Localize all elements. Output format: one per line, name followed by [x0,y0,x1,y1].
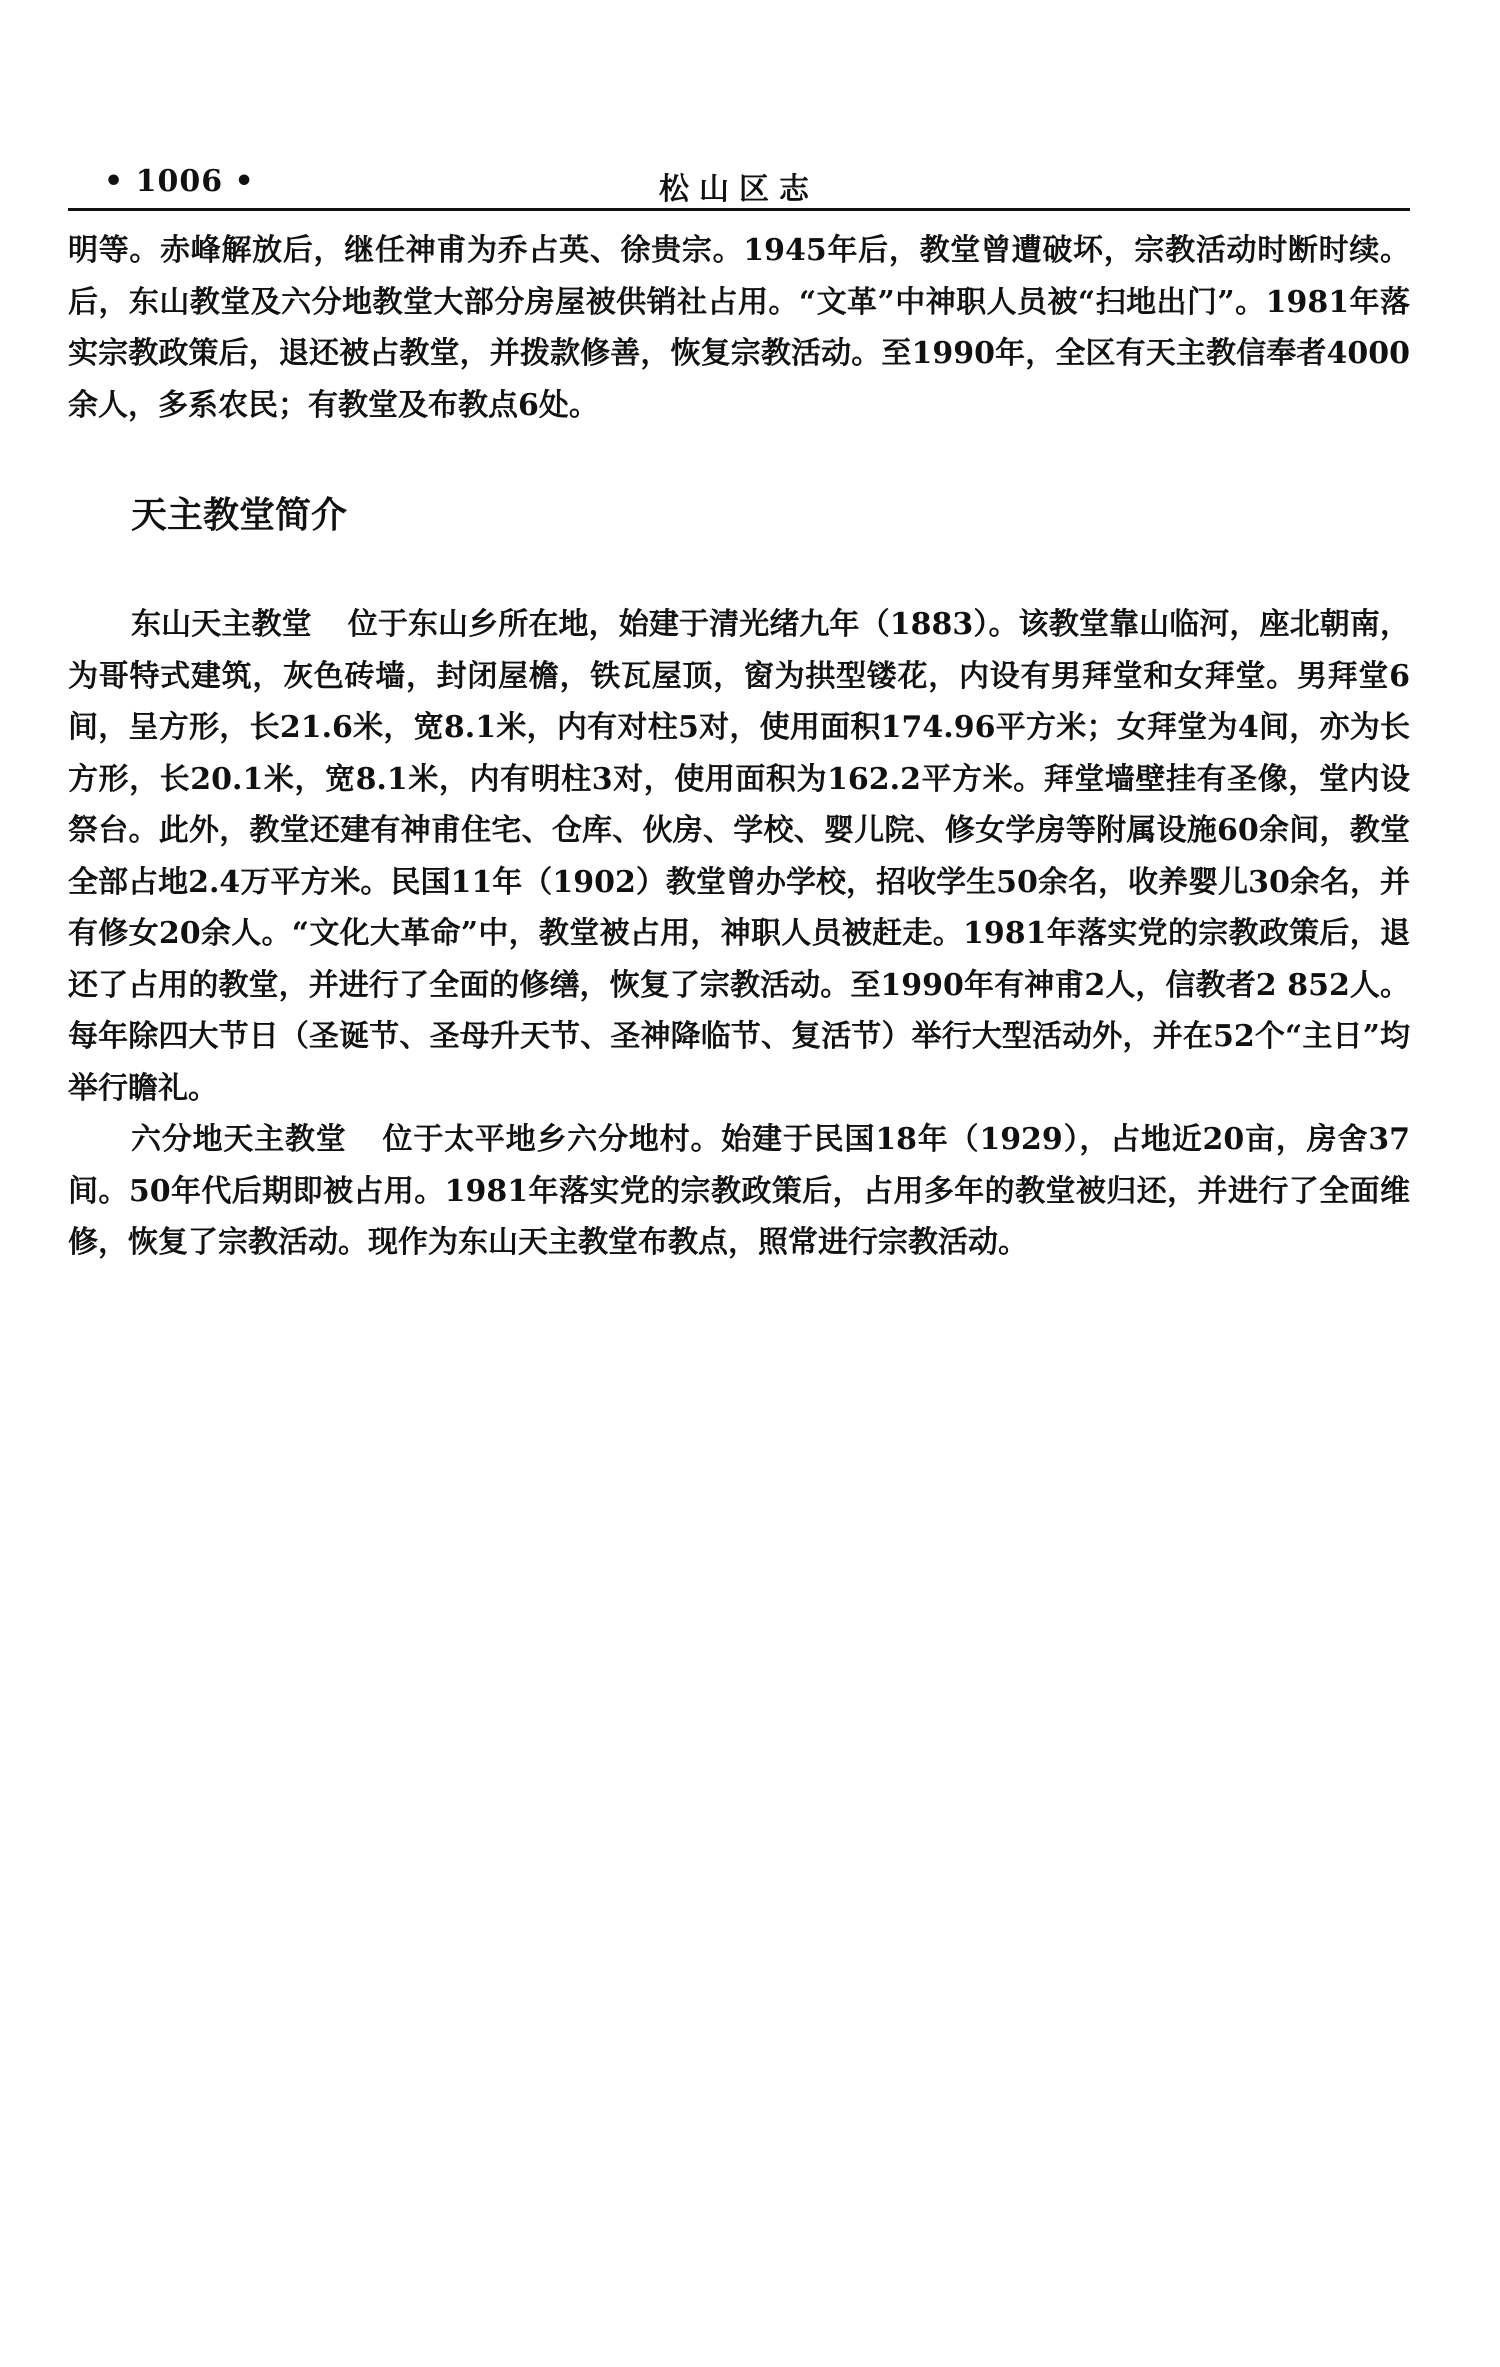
section-heading: 天主教堂简介 [131,494,348,536]
book-title: 松山区志 [659,172,819,207]
body-text [68,225,1410,1269]
entry-paragraph-liufendi [68,1114,1410,1269]
intro-paragraph: 明等。赤峰解放后，继任神甫为乔占英、徐贵宗。1945年后，教堂曾遭破坏，宗教活动时断时续。后，东山教堂及六分地教堂大部分房屋被供销社占用。“文革”中神职人员被“扫地出门”。1981年落实宗教政策后，退还被占教堂，并拨款修善，恢复宗教活动。至1990年，全区有天主教信奉者4000余人，多系农民；有教堂及布教点6处。 [68,233,1410,423]
entry-paragraph-dongshan [68,599,1410,1114]
entry-text-liufendi: 位于太平地乡六分地村。始建于民国18年（1929），占地近20亩，房舍37间。50年代后期即被占用。1981年落实党的宗教政策后，占用多年的教堂被归还，并进行了全面维修，恢复了宗教活动。现作为东山天主教堂布教点，照常进行宗教活动。 [68,1122,1411,1260]
running-header [68,160,1410,211]
entry-title-dongshan: 东山天主教堂 [131,607,312,642]
document-page [68,160,1410,1269]
entry-text-dongshan: 位于东山乡所在地，始建于清光绪九年（1883）。该教堂靠山临河，座北朝南，为哥特式建筑，灰色砖墙，封闭屋檐，铁瓦屋顶，窗为拱型镂花，内设有男拜堂和女拜堂。男拜堂6间，呈方形，长21.6米，宽8.1米，内有对柱5对，使用面积174.96平方米；女拜堂为4间，亦为长方形，长20.1米，宽8.1米，内有明柱3对，使用面积为162.2平方米。拜堂墙壁挂有圣像，堂内设祭台。此外，教堂还建有神甫住宅、仓库、伙房、学校、婴儿院、修女学房等附属设施60余间，教堂全部占地2.4万平方米。民国11年（1902）教堂曾办学校，招收学生50余名，收养婴儿30余名，并有修女20余人。“文化大革命”中，教堂被占用，神职人员被赶走。1981年落实党的宗教政策后，退还了占用的教堂，并进行了全面的修缮，恢复了宗教活动。至1990年有神甫2人，信教者2 852人。每年除四大节日（圣诞节、圣母升天节、圣神降临节、复活节）举行大型活动外，并在52个“主日”均举行瞻礼。 [68,607,1411,1106]
entry-title-liufendi: 六分地天主教堂 [131,1122,347,1157]
page-number: • 1006 • [104,164,255,199]
